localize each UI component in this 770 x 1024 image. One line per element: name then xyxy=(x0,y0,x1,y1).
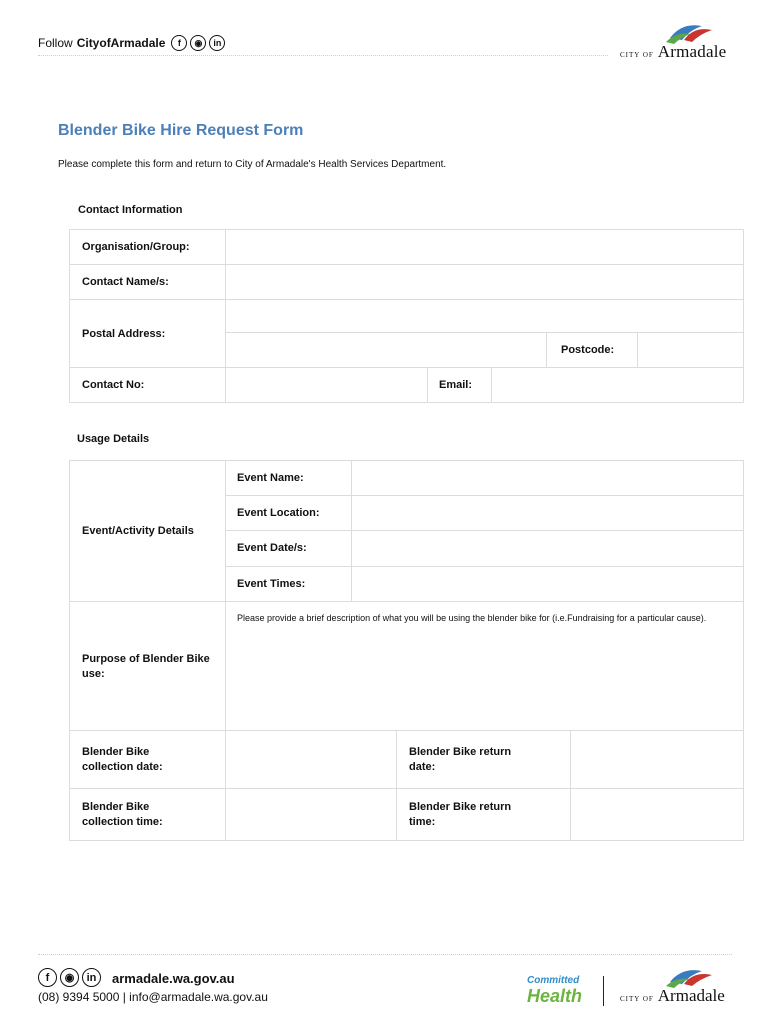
footer-divider-line xyxy=(38,954,732,955)
col-divider xyxy=(546,332,547,367)
postcode-label: Postcode: xyxy=(561,344,615,356)
follow-prefix: Follow xyxy=(38,36,73,50)
instagram-icon[interactable]: ◉ xyxy=(60,968,79,987)
return-date-label: Blender Bike return date: xyxy=(409,746,512,773)
event-times-field[interactable] xyxy=(352,567,743,601)
collection-date-field[interactable] xyxy=(226,731,396,788)
organisation-label: Organisation/Group: xyxy=(82,241,190,253)
email-label: Email: xyxy=(439,379,473,391)
event-name-label: Event Name: xyxy=(237,472,304,484)
col-divider xyxy=(427,367,428,403)
usage-section-heading: Usage Details xyxy=(77,433,150,445)
footer-website[interactable]: armadale.wa.gov.au xyxy=(112,971,235,986)
footer-logo-divider xyxy=(603,976,604,1006)
footer-city-logo xyxy=(620,966,732,1006)
committed-health-logo xyxy=(527,975,591,1011)
footer-logo-small-text: CITY OF xyxy=(620,995,654,1003)
collection-date-label: Blender Bike collection date: xyxy=(82,746,163,773)
row-divider xyxy=(69,601,744,602)
email-field[interactable] xyxy=(492,368,743,403)
postal-address-line1-field[interactable] xyxy=(226,300,743,332)
return-time-field[interactable] xyxy=(571,789,743,841)
col-divider xyxy=(396,730,397,841)
contact-no-field[interactable] xyxy=(226,368,427,403)
facebook-icon[interactable]: f xyxy=(171,35,187,51)
event-name-field[interactable] xyxy=(352,461,743,495)
postal-address-label: Postal Address: xyxy=(82,328,166,340)
event-dates-field[interactable] xyxy=(352,531,743,566)
follow-brand: CityofArmadale xyxy=(76,36,166,50)
event-dates-label: Event Date/s: xyxy=(237,542,307,554)
purpose-hint: Please provide a brief description of what you will be using the blender bike for (i.e.Fundraising for a particular cause). xyxy=(237,613,707,623)
logo-big-text: Armadale xyxy=(657,42,727,61)
postcode-field[interactable] xyxy=(638,333,743,367)
event-times-label: Event Times: xyxy=(237,578,306,590)
purpose-field[interactable] xyxy=(226,640,743,730)
social-icons xyxy=(171,35,225,51)
logo-small-text: CITY OF xyxy=(620,51,654,59)
health-text: Health xyxy=(527,986,583,1006)
contact-no-label: Contact No: xyxy=(82,379,145,391)
form-intro: Please complete this form and return to City of Armadale's Health Services Department. xyxy=(58,159,447,170)
committed-text: Committed xyxy=(527,975,580,986)
follow-bar xyxy=(38,35,225,51)
footer-contact: (08) 9394 5000 | info@armadale.wa.gov.au xyxy=(38,990,268,1004)
postal-address-line2-field[interactable] xyxy=(226,333,546,367)
header-divider xyxy=(38,55,608,56)
event-details-label: Event/Activity Details xyxy=(82,525,194,537)
linkedin-icon[interactable]: in xyxy=(209,35,225,51)
return-date-field[interactable] xyxy=(571,731,743,788)
contact-name-field[interactable] xyxy=(226,265,743,299)
instagram-icon[interactable]: ◉ xyxy=(190,35,206,51)
collection-time-field[interactable] xyxy=(226,789,396,841)
facebook-icon[interactable]: f xyxy=(38,968,57,987)
purpose-label: Purpose of Blender Bike use: xyxy=(82,653,210,680)
footer-logo-big-text: Armadale xyxy=(657,986,725,1005)
contact-name-label: Contact Name/s: xyxy=(82,276,169,288)
organisation-field[interactable] xyxy=(226,230,743,264)
contact-section-heading: Contact Information xyxy=(78,204,183,216)
form-title: Blender Bike Hire Request Form xyxy=(58,122,304,139)
event-location-field[interactable] xyxy=(352,496,743,530)
linkedin-icon[interactable]: in xyxy=(82,968,101,987)
event-location-label: Event Location: xyxy=(237,507,320,519)
collection-time-label: Blender Bike collection time: xyxy=(82,801,163,828)
footer-social-icons xyxy=(38,968,101,987)
return-time-label: Blender Bike return time: xyxy=(409,801,512,828)
